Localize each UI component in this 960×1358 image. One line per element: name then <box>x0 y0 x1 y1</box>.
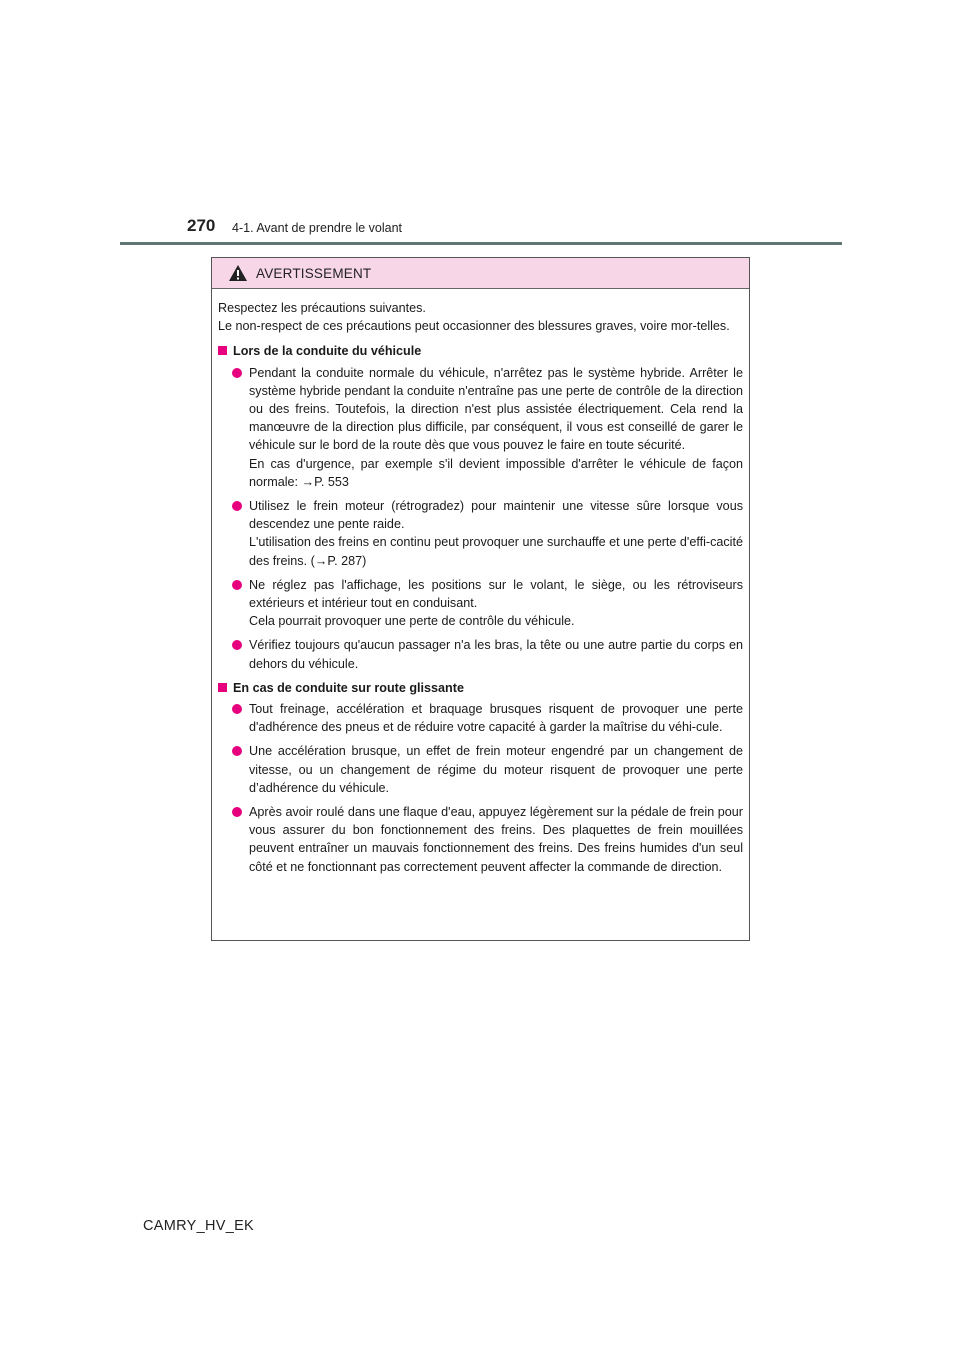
bullet-text <box>249 497 743 570</box>
intro-line: Le non-respect de ces précautions peut occasionner des blessures graves, voire mor-telles. <box>218 319 730 334</box>
intro-line: Respectez les précautions suivantes. <box>218 301 426 315</box>
round-bullet-icon <box>232 368 242 378</box>
warning-title: AVERTISSEMENT <box>256 265 372 281</box>
section-heading-text: Lors de la conduite du véhicule <box>233 344 422 359</box>
bullet-item <box>232 742 743 797</box>
bullet-paragraph: Utilisez le frein moteur (rétrogradez) pour maintenir une vitesse sûre lorsque vous descendez une pente raide. <box>249 499 743 532</box>
warning-sections <box>218 342 743 875</box>
bullet-item <box>232 576 743 631</box>
round-bullet-icon <box>232 807 242 817</box>
page-number: 270 <box>187 216 216 235</box>
bullet-paragraph: Après avoir roulé dans une flaque d'eau, appuyez légèrement sur la pédale de frein pour vous assurer du bon fonctionnement des freins. Des plaquettes de frein mouillées peuvent entraîner un mauvais fonctionnement des freins. Des freins humides d'un seul côté et ne fonctionnant pas correctement peuvent affecter la commande de direction. <box>249 805 743 874</box>
bullet-paragraph: Vérifiez toujours qu'aucun passager n'a les bras, la tête ou une autre partie du corps en dehors du véhicule. <box>249 638 743 671</box>
bullet-item <box>232 700 743 736</box>
round-bullet-icon <box>232 746 242 756</box>
bullet-paragraph: Tout freinage, accélération et braquage brusques risquent de provoquer une perte d'adhérence des pneus et de réduire votre capacité à garder la maîtrise du véhi-cule. <box>249 702 743 735</box>
header-rule <box>120 242 842 245</box>
section-title: 4-1. Avant de prendre le volant <box>232 221 403 235</box>
round-bullet-icon <box>232 580 242 590</box>
warning-box <box>211 257 750 941</box>
section-heading <box>218 679 743 697</box>
bullet-paragraph: Cela pourrait provoquer une perte de contrôle du véhicule. <box>249 614 575 629</box>
bullet-item <box>232 364 743 491</box>
bullet-paragraph: Ne réglez pas l'affichage, les positions sur le volant, le siège, ou les rétroviseurs extérieurs et intérieur tout en conduisant. <box>249 577 743 611</box>
bullet-paragraph: Pendant la conduite normale du véhicule, n'arrêtez pas le système hybride. Arrêter le système hybride pendant la conduite n'entraîne pas une perte de contrôle de la direction ou des freins. Toutefois, la direction n'est plus assistée électriquement. Cela rend la manœuvre de la direction plus difficile, par conséquent, il vous est conseillé de garer le véhicule sur le bord de la route dès que vous pouvez le faire en toute sécurité. <box>249 365 743 453</box>
section-heading <box>218 342 743 360</box>
bullet-text <box>249 636 743 672</box>
bullet-item <box>232 497 743 570</box>
bullet-item <box>232 803 743 876</box>
bullet-text <box>249 803 743 876</box>
model-code: CAMRY_HV_EK <box>143 1218 255 1234</box>
warning-header <box>212 258 749 289</box>
bullet-paragraph: Une accélération brusque, un effet de frein moteur engendré par un changement de vitesse, ou un changement de régime du moteur risquent de provoquer une perte d’adhérence du véhicule. <box>249 744 743 795</box>
round-bullet-icon <box>232 704 242 714</box>
intro-text <box>218 299 743 335</box>
bullet-text <box>249 700 743 736</box>
bullet-text <box>249 364 743 491</box>
warning-triangle-icon <box>228 264 248 282</box>
round-bullet-icon <box>232 501 242 511</box>
round-bullet-icon <box>232 640 242 650</box>
bullet-text <box>249 742 743 797</box>
square-bullet-icon <box>218 683 227 692</box>
square-bullet-icon <box>218 346 227 355</box>
warning-body <box>212 289 749 876</box>
section-heading-text: En cas de conduite sur route glissante <box>233 680 464 695</box>
bullet-text <box>249 576 743 631</box>
bullet-paragraph: En cas d'urgence, par exemple s'il devient impossible d'arrêter le véhicule de façon normale: →P. 553 <box>249 456 743 489</box>
bullet-paragraph: L'utilisation des freins en continu peut provoquer une surchauffe et une perte d'effi-cacité des freins. (→P. 287) <box>249 535 743 568</box>
bullet-item <box>232 636 743 672</box>
